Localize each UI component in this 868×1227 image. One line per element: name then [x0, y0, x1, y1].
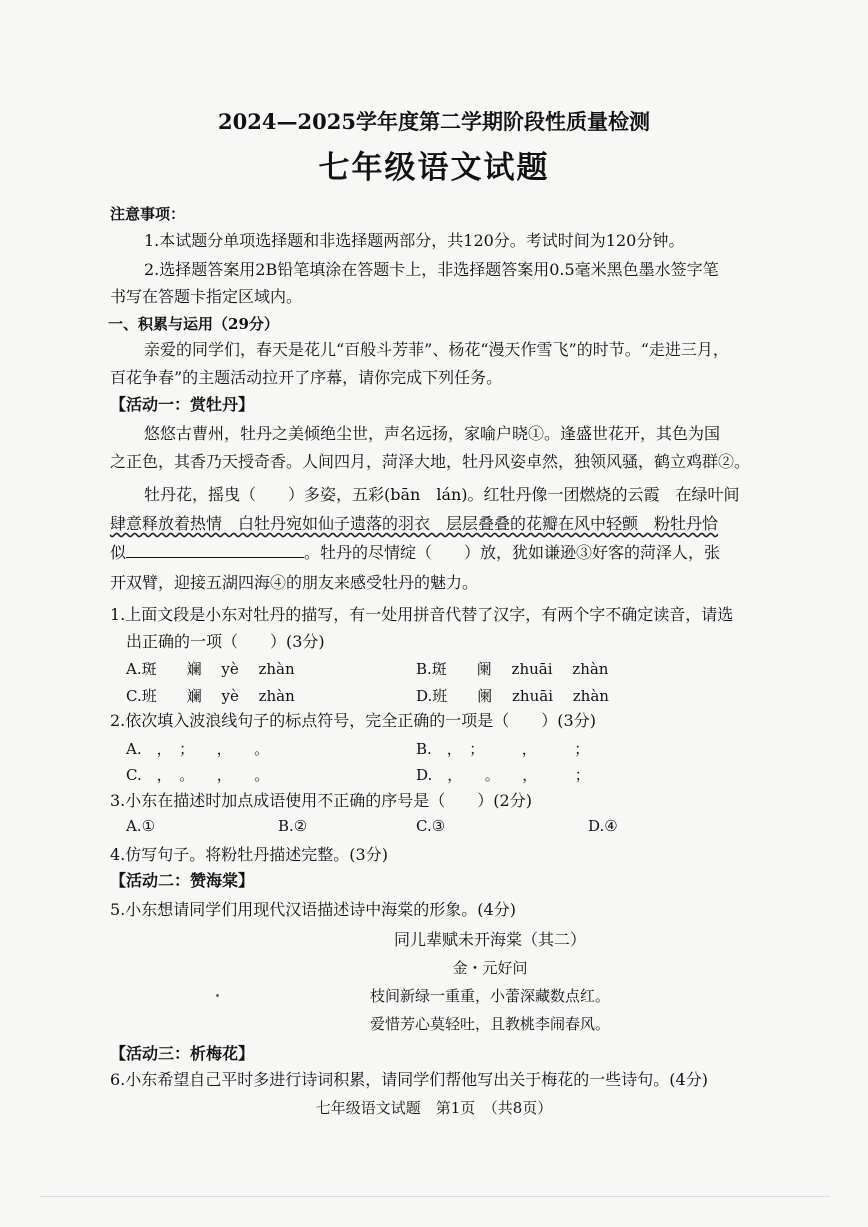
q3-option-c[interactable]: C.③ — [416, 817, 446, 835]
activity-1-heading: 【活动一：赏牡丹】 — [110, 395, 255, 414]
poem-author: 金・元好问 — [452, 959, 528, 977]
answer-blank[interactable] — [126, 543, 304, 558]
activity-1-p2-line3 — [110, 543, 720, 563]
notice-item-2b: 书写在答题卡指定区域内。 — [110, 287, 303, 306]
question-5: 5.小东想请同学们用现代汉语描述诗中海棠的形象。(4分) — [110, 900, 516, 919]
section-1-heading: 一、积累与运用（29分） — [108, 315, 279, 333]
q2-option-a[interactable]: A. ， ； ， 。 — [126, 740, 270, 758]
activity-3-heading: 【活动三：析梅花】 — [110, 1044, 255, 1063]
scan-speck — [216, 994, 219, 997]
question-2: 2.依次填入波浪线句子的标点符号，完全正确的一项是（ ）(3分) — [110, 711, 596, 730]
wavy-sentence: 肆意释放着热情 白牡丹宛如仙子遗落的羽衣 层层叠叠的花瓣在风中轻颤 粉牡丹恰 — [110, 514, 719, 533]
scan-edge-line — [40, 1196, 830, 1197]
activity-1-p2-line4: 开双臂，迎接五湖四海④的朋友来感受牡丹的魅力。 — [110, 573, 479, 592]
question-4: 4.仿写句子。将粉牡丹描述完整。(3分) — [110, 845, 388, 864]
poem-title: 同儿辈赋未开海棠（其二） — [393, 930, 586, 949]
page-footer: 七年级语文试题 第1页 （共8页） — [315, 1099, 553, 1117]
q1-option-a[interactable]: A.斑 斓 yè zhàn — [126, 660, 295, 678]
exam-header: 2024—2025学年度第二学期阶段性质量检测 — [218, 109, 650, 134]
notice-heading: 注意事项： — [110, 205, 186, 223]
q2-option-d[interactable]: D. ， 。 ， ； — [416, 766, 590, 784]
activity-2-heading: 【活动二：赞海棠】 — [110, 871, 255, 890]
activity-1-p2-line1: 牡丹花，摇曳（ ）多姿，五彩(bān lán)。红牡丹像一团燃烧的云霞 在绿叶间 — [144, 485, 740, 504]
question-1-line2: 出正确的一项（ ）(3分) — [126, 632, 325, 651]
question-3: 3.小东在描述时加点成语使用不正确的序号是（ ）(2分) — [110, 791, 532, 810]
activity-1-p2-line2 — [110, 514, 718, 534]
sentence-suffix: 。牡丹的尽情绽（ ）放，犹如谦逊③好客的菏泽人，张 — [304, 543, 721, 562]
q2-option-c[interactable]: C. ， 。 ， 。 — [126, 766, 270, 784]
q1-option-b[interactable]: B.斑 阑 zhuāi zhàn — [416, 660, 609, 678]
sentence-prefix: 似 — [110, 543, 127, 562]
activity-1-p1-line1: 悠悠古曹州，牡丹之美倾绝尘世，声名远扬，家喻户晓①。逢盛世花开，其色为国 — [144, 424, 721, 443]
q3-option-b[interactable]: B.② — [278, 817, 308, 835]
poem-line-2: 爱惜芳心莫轻吐，且教桃李闹春风。 — [369, 1015, 610, 1033]
poem-line-1: 枝间新绿一重重，小蕾深藏数点红。 — [369, 987, 610, 1005]
q1-option-c[interactable]: C.班 斓 yè zhàn — [126, 687, 295, 705]
q1-option-d[interactable]: D.班 阑 zhuāi zhàn — [416, 687, 609, 705]
question-1-line1: 1.上面文段是小东对牡丹的描写，有一处用拼音代替了汉字，有两个字不确定读音，请选 — [110, 605, 734, 624]
intro-line-2: 百花争春”的主题活动拉开了序幕，请你完成下列任务。 — [110, 368, 503, 387]
question-6: 6.小东希望自己平时多进行诗词积累，请同学们帮他写出关于梅花的一些诗句。(4分) — [110, 1070, 708, 1089]
notice-item-2a: 2.选择题答案用2B铅笔填涂在答题卡上，非选择题答案用0.5毫米黑色墨水签字笔 — [144, 260, 719, 279]
q3-option-a[interactable]: A.① — [126, 817, 156, 835]
activity-1-p1-line2: 之正色，其香乃天授奇香。人间四月，菏泽大地，牡丹风姿卓然，独领风骚，鹤立鸡群②。 — [110, 452, 751, 471]
intro-line-1: 亲爱的同学们，春天是花儿“百般斗芳菲”、杨花“漫天作雪飞”的时节。“走进三月， — [144, 340, 729, 359]
q3-option-d[interactable]: D.④ — [588, 817, 618, 835]
q2-option-b[interactable]: B. ， ； ， ； — [416, 740, 590, 758]
exam-title: 七年级语文试题 — [318, 150, 550, 186]
notice-item-1: 1.本试题分单项选择题和非选择题两部分，共120分。考试时间为120分钟。 — [144, 231, 685, 250]
